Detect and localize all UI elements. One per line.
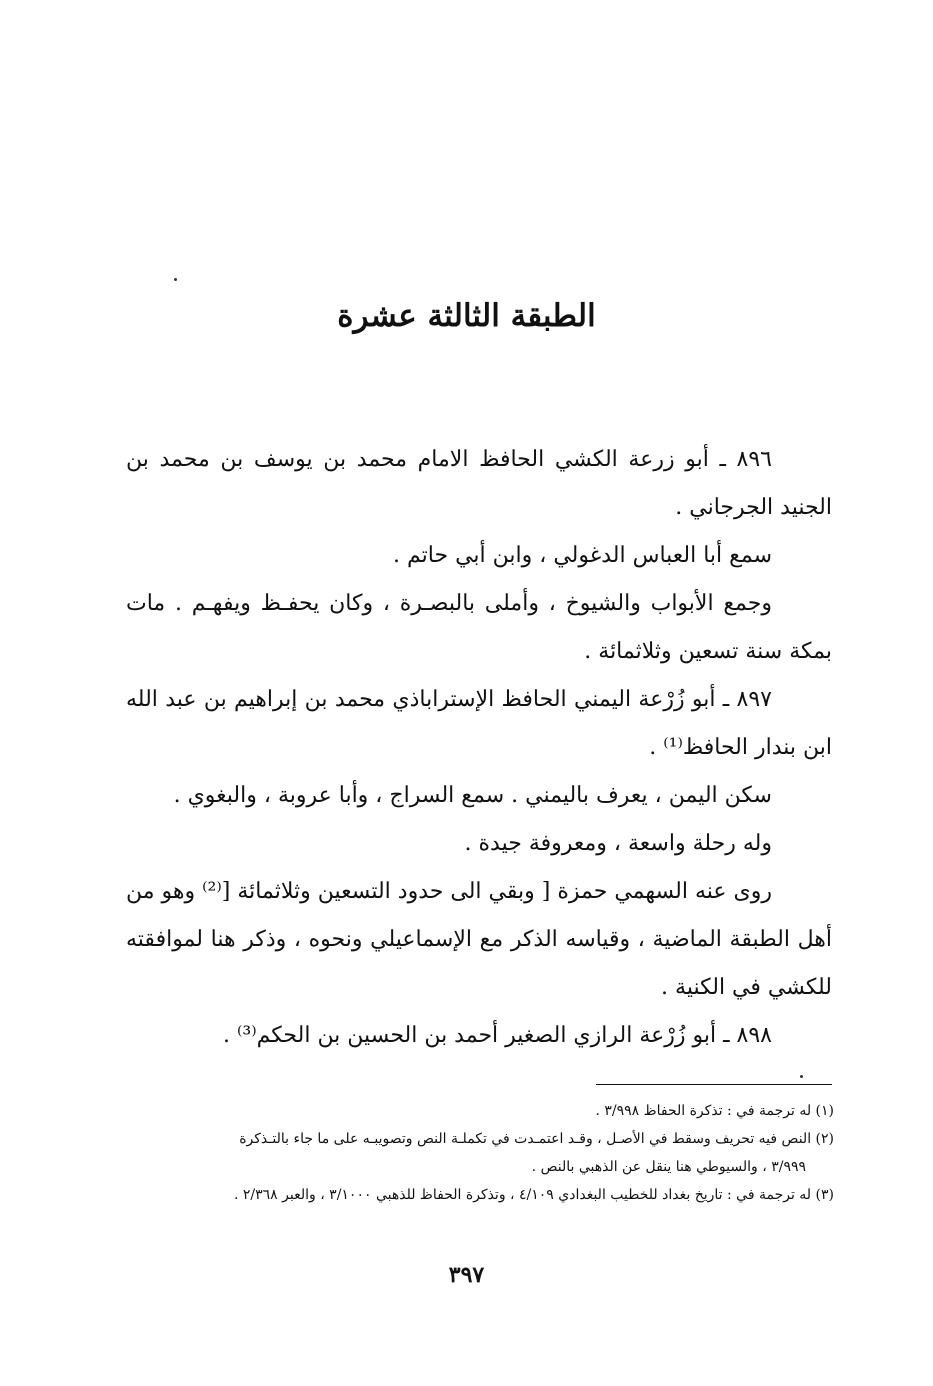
footnote-2-continued: ٣/٩٩٩ ، والسيوطي هنا ينقل عن الذهبي بالنص . xyxy=(531,1159,806,1175)
main-text xyxy=(126,436,832,1060)
entry-898-heading: ٨٩٨ ـ أبو زُرْعة الرازي الصغير أحمد بن الحسين بن الحكم⁽³⁾ . xyxy=(223,1023,772,1048)
scan-speck xyxy=(174,278,177,281)
scan-speck xyxy=(800,1075,803,1078)
footnotes xyxy=(122,1097,834,1209)
section-title: الطبقة الثالثة عشرة xyxy=(337,298,596,334)
entry-897-teachers: سكن اليمن ، يعرف باليمني . سمع السراج ، وأبا عروبة ، والبغوي . xyxy=(173,783,772,808)
footnote-3: (٣) له ترجمة في : تاريخ بغداد للخطيب البغدادي ٤/١٠٩ ، وتذكرة الحفاظ للذهبي ٣/١٠٠٠ ، والعبر ٢/٣٦٨ . xyxy=(233,1187,834,1203)
footnote-divider xyxy=(596,1084,832,1085)
footnote-2: (٢) النص فيه تحريف وسقط في الأصـل ، وقـد اعتمـدت في تكملـة النص وتصويبـه على ما جاء بالتـذكرة xyxy=(239,1131,834,1147)
entry-896-death: وجمع الأبواب والشيوخ ، وأملى بالبصـرة ، وكان يحفـظ ويفهـم . مات بمكة سنة تسعين وثلاثمائة . xyxy=(126,591,832,664)
entry-896-heading: ٨٩٦ ـ أبو زرعة الكشي الحافظ الامام محمد بن يوسف بن محمد بن الجنيد الجرجاني . xyxy=(126,447,832,520)
entry-897-note: روى عنه السهمي حمزة [ وبقي الى حدود التسعين وثلاثمائة [⁽²⁾ وهو من أهل الطبقة الماضية ، وقياسه الذكر مع الإسماعيلي ونحوه ، وذكر هنا لموافقته للكشي في الكنية . xyxy=(126,879,832,1000)
page-number: ٣٩٧ xyxy=(448,1262,485,1288)
footnote-1: (١) له ترجمة في : تذكرة الحفاظ ٣/٩٩٨ . xyxy=(595,1103,834,1119)
entry-897-heading: ٨٩٧ ـ أبو زُرْعة اليمني الحافظ الإستراباذي محمد بن إبراهيم بن عبد الله ابن بندار الحافظ⁽¹⁾ . xyxy=(126,687,832,760)
entry-897-travel: وله رحلة واسعة ، ومعروفة جيدة . xyxy=(464,831,772,856)
entry-896-teachers: سمع أبا العباس الدغولي ، وابن أبي حاتم . xyxy=(393,543,772,568)
